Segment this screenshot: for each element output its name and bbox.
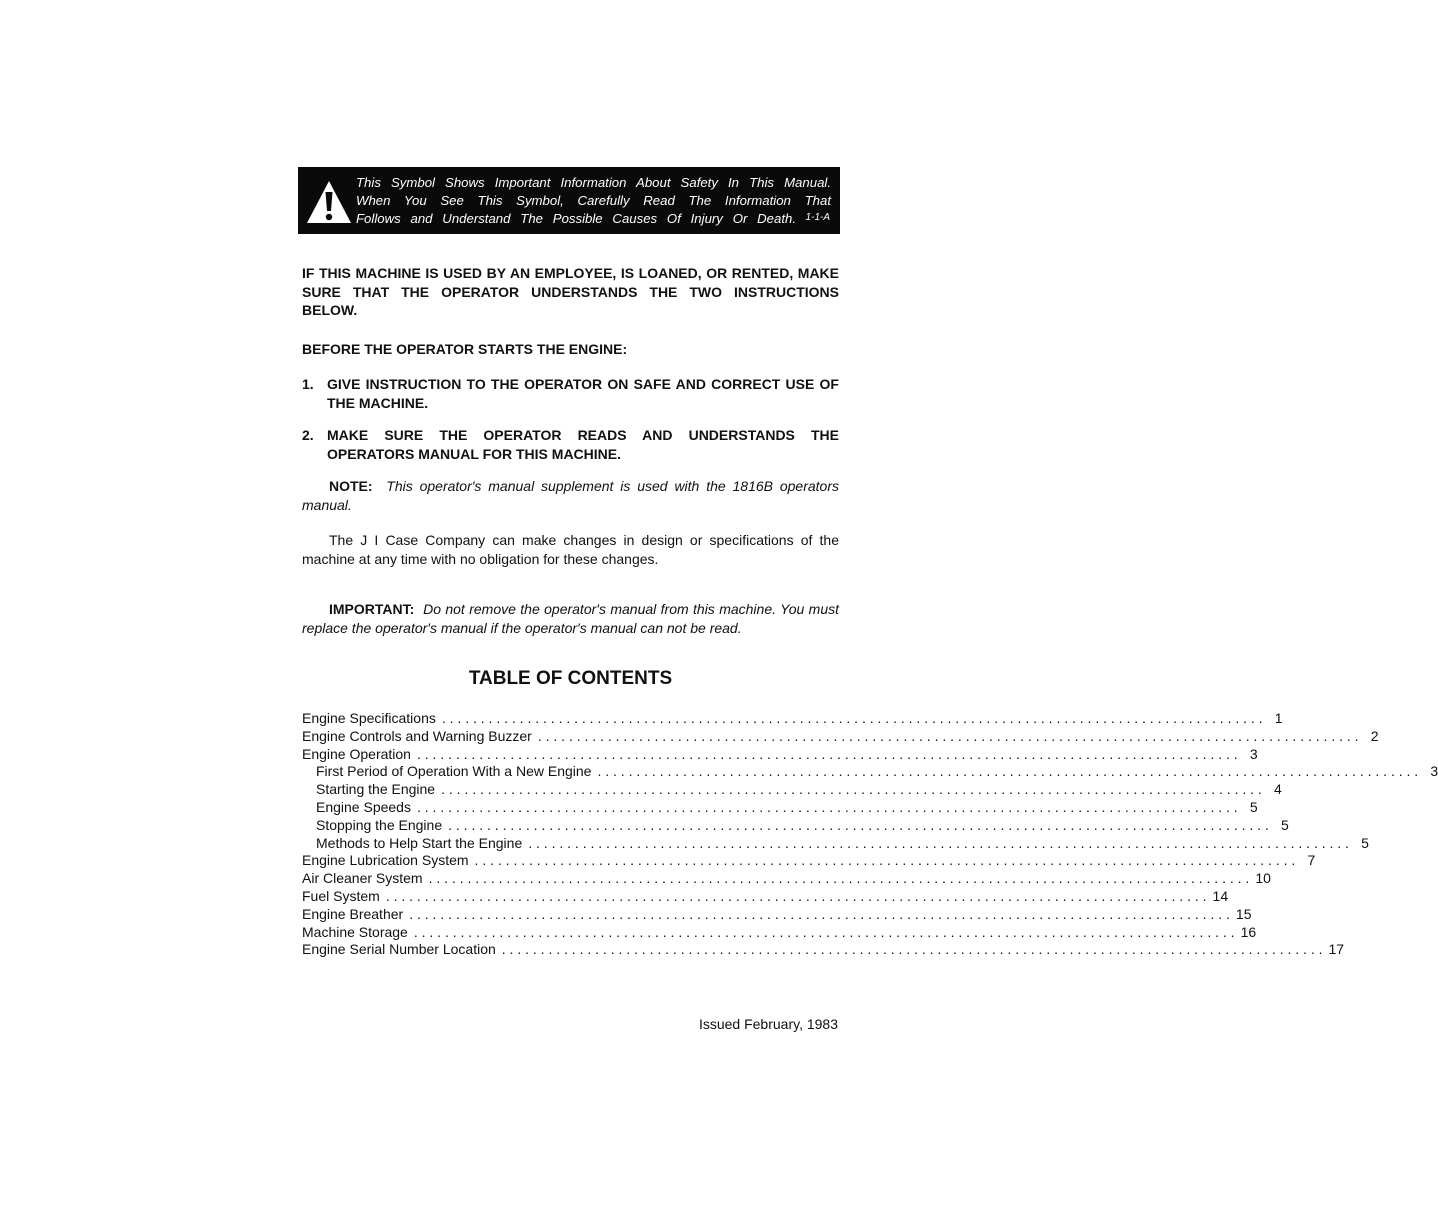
note-paragraph (302, 477, 839, 514)
warning-triangle-icon (306, 179, 352, 225)
toc-entry-label: Engine Specifications (302, 710, 436, 726)
toc-entry[interactable] (302, 905, 1252, 924)
banner-line: This Symbol Shows Important Information About Safety In This Manual. (356, 175, 831, 190)
toc-leader-dots (522, 835, 1355, 853)
toc-entry-page: 14 (1212, 887, 1229, 904)
note-label: NOTE: (329, 478, 373, 494)
table-of-contents (302, 710, 1438, 959)
instruction-number: 1. (302, 376, 314, 392)
toc-leader-dots (411, 746, 1244, 764)
toc-entry[interactable] (302, 852, 1316, 870)
toc-entry[interactable] (302, 745, 1258, 764)
toc-entry[interactable] (302, 887, 1229, 906)
safety-banner-text (356, 174, 831, 228)
toc-entry[interactable] (302, 870, 1271, 888)
banner-code: 1-1-A (805, 212, 830, 223)
instruction-text: GIVE INSTRUCTION TO THE OPERATOR ON SAFE AND CORRECT USE OF THE MACHINE. (327, 376, 839, 411)
instruction-item (302, 375, 839, 412)
banner-line: Follows and Understand The Possible Causes Of Injury Or Death. (356, 211, 796, 226)
toc-leader-dots (436, 710, 1269, 728)
toc-entry-page: 15 (1235, 905, 1252, 922)
toc-entry-page: 17 (1328, 941, 1345, 958)
toc-entry-page: 2 (1370, 727, 1379, 744)
toc-leader-dots (423, 870, 1256, 888)
instruction-number: 2. (302, 427, 314, 443)
toc-entry[interactable] (302, 816, 1289, 835)
toc-leader-dots (591, 763, 1424, 781)
toc-entry-label: Air Cleaner System (302, 870, 423, 887)
toc-leader-dots (469, 852, 1302, 870)
toc-entry[interactable] (302, 727, 1379, 746)
toc-entry-page: 3 (1430, 763, 1438, 780)
toc-leader-dots (411, 799, 1244, 817)
note-text: This operator's manual supplement is used with the 1816B operators manual. (302, 478, 839, 513)
safety-banner (298, 167, 840, 234)
toc-entry[interactable] (302, 798, 1258, 817)
toc-entry-label: First Period of Operation With a New Engine (316, 763, 592, 780)
toc-entry-label: Engine Operation (302, 745, 411, 762)
toc-entry-label: Methods to Help Start the Engine (316, 834, 523, 851)
toc-entry[interactable] (302, 941, 1345, 959)
toc-entry-label: Starting the Engine (316, 781, 436, 798)
issued-date: Issued February, 1983 (698, 1016, 838, 1032)
important-label: IMPORTANT: (329, 601, 415, 617)
toc-entry[interactable] (302, 710, 1283, 728)
toc-leader-dots (408, 924, 1241, 942)
toc-entry-page: 7 (1307, 852, 1316, 869)
toc-entry-page: 5 (1281, 816, 1289, 833)
intro-paragraph: IF THIS MACHINE IS USED BY AN EMPLOYEE, IS LOANED, OR RENTED, MAKE SURE THAT THE OPERATOR UNDERSTANDS THE TWO INSTRUCTIONS BELOW. (302, 265, 839, 319)
toc-leader-dots (442, 817, 1275, 835)
banner-line: When You See This Symbol, Carefully Read The Information That (356, 193, 831, 208)
toc-leader-dots (380, 888, 1213, 906)
toc-entry-label: Engine Controls and Warning Buzzer (302, 727, 532, 744)
toc-entry[interactable] (302, 923, 1257, 942)
toc-leader-dots (435, 781, 1268, 799)
toc-entry-label: Engine Speeds (316, 798, 411, 815)
toc-leader-dots (496, 941, 1329, 959)
toc-entry-label: Engine Serial Number Location (302, 941, 496, 958)
toc-entry-page: 3 (1249, 745, 1258, 762)
toc-entry-page: 10 (1255, 870, 1271, 887)
toc-entry-label: Machine Storage (302, 923, 408, 940)
important-paragraph (302, 600, 839, 637)
toc-leader-dots (403, 906, 1236, 924)
instruction-item (302, 426, 839, 463)
toc-entry-label: Stopping the Engine (316, 816, 443, 833)
toc-entry[interactable] (302, 781, 1282, 799)
toc-entry-label: Engine Lubrication System (302, 852, 469, 869)
toc-title: TABLE OF CONTENTS (468, 668, 673, 689)
toc-entry-page: 4 (1274, 781, 1282, 798)
toc-entry[interactable] (302, 834, 1369, 853)
toc-entry[interactable] (302, 763, 1438, 781)
toc-entry-page: 16 (1240, 923, 1257, 940)
toc-entry-page: 5 (1249, 798, 1258, 815)
toc-leader-dots (532, 728, 1365, 746)
instruction-text: MAKE SURE THE OPERATOR READS AND UNDERSTANDS THE OPERATORS MANUAL FOR THIS MACHINE. (327, 427, 839, 462)
toc-entry-label: Fuel System (302, 887, 380, 904)
toc-entry-page: 1 (1274, 710, 1283, 726)
before-heading: BEFORE THE OPERATOR STARTS THE ENGINE: (302, 341, 628, 357)
disclaimer-paragraph: The J I Case Company can make changes in design or specifications of the machine at any time with no obligation for these changes. (302, 532, 839, 567)
toc-entry-label: Engine Breather (302, 905, 404, 922)
important-text: Do not remove the operator's manual from this machine. You must replace the operator's manual if the operator's manual can not be read. (302, 601, 840, 636)
toc-entry-page: 5 (1361, 834, 1369, 851)
